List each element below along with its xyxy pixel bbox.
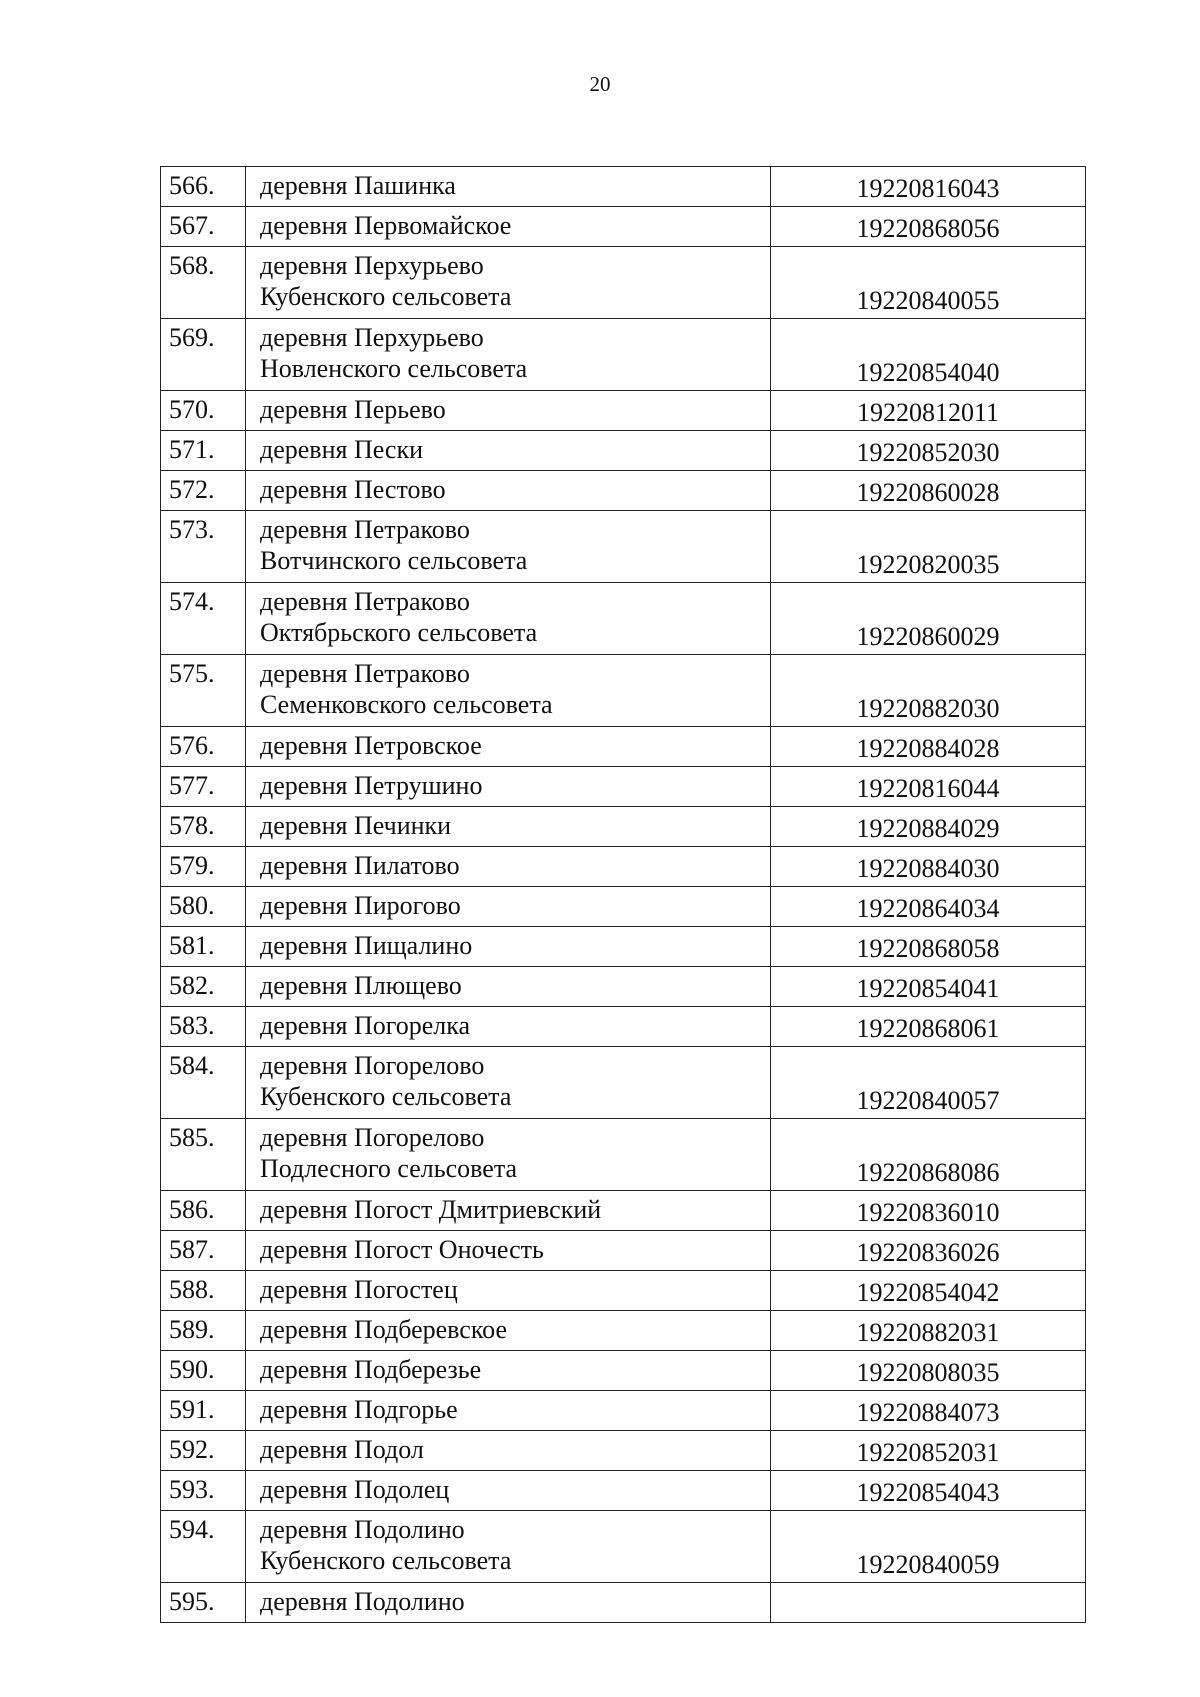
table-row (161, 319, 1086, 391)
oktmo-code: 19220852030 (771, 431, 1086, 471)
settlement-name-line: деревня Пестово (260, 475, 446, 504)
oktmo-code: 19220860028 (771, 471, 1086, 511)
oktmo-code: 19220812011 (771, 391, 1086, 431)
table-row (161, 1583, 1086, 1623)
settlement-name (246, 1007, 771, 1047)
oktmo-code: 19220860029 (771, 583, 1086, 655)
settlement-name-line: деревня Погост Дмитриевский (260, 1195, 602, 1224)
table-row (161, 1431, 1086, 1471)
table-row (161, 847, 1086, 887)
table-row (161, 655, 1086, 727)
table-row (161, 1391, 1086, 1431)
oktmo-code: 19220836010 (771, 1191, 1086, 1231)
row-number: 572. (161, 471, 246, 511)
oktmo-code: 19220840057 (771, 1047, 1086, 1119)
settlement-name (246, 727, 771, 767)
page-number: 20 (589, 72, 611, 96)
table-row (161, 247, 1086, 319)
settlement-name-line: Кубенского сельсовета (260, 1546, 512, 1575)
row-number: 568. (161, 247, 246, 319)
table-row (161, 1511, 1086, 1583)
settlement-name-line: деревня Подберезье (260, 1355, 482, 1384)
settlement-name-line: деревня Пилатово (260, 851, 460, 880)
settlement-name-line: деревня Подолец (260, 1475, 450, 1504)
row-number: 573. (161, 511, 246, 583)
row-number: 580. (161, 887, 246, 927)
table-row (161, 1191, 1086, 1231)
row-number: 571. (161, 431, 246, 471)
settlement-name (246, 1119, 771, 1191)
row-number: 584. (161, 1047, 246, 1119)
oktmo-code: 19220882031 (771, 1311, 1086, 1351)
settlement-name (246, 1511, 771, 1583)
row-number: 586. (161, 1191, 246, 1231)
oktmo-code (771, 1583, 1086, 1623)
settlement-name (246, 767, 771, 807)
row-number: 574. (161, 583, 246, 655)
settlement-name-line: деревня Перьево (260, 395, 446, 424)
row-number: 575. (161, 655, 246, 727)
table-row (161, 767, 1086, 807)
settlement-name-line: Кубенского сельсовета (260, 1082, 512, 1111)
table-row (161, 207, 1086, 247)
settlement-name (246, 1391, 771, 1431)
table-row (161, 727, 1086, 767)
oktmo-code: 19220868058 (771, 927, 1086, 967)
row-number: 591. (161, 1391, 246, 1431)
settlement-name-line: деревня Печинки (260, 811, 452, 840)
settlement-name (246, 927, 771, 967)
row-number: 578. (161, 807, 246, 847)
table-row (161, 583, 1086, 655)
row-number: 567. (161, 207, 246, 247)
oktmo-code: 19220820035 (771, 511, 1086, 583)
settlement-name-line: деревня Петраково (260, 659, 470, 688)
table-row (161, 1007, 1086, 1047)
settlement-name-line: Октябрьского сельсовета (260, 618, 538, 647)
oktmo-code: 19220868086 (771, 1119, 1086, 1191)
settlement-name (246, 1471, 771, 1511)
settlement-name (246, 511, 771, 583)
table-row (161, 167, 1086, 207)
row-number: 566. (161, 167, 246, 207)
settlement-name-line: деревня Первомайское (260, 211, 512, 240)
table-row (161, 471, 1086, 511)
oktmo-code: 19220884073 (771, 1391, 1086, 1431)
table-row (161, 431, 1086, 471)
row-number: 592. (161, 1431, 246, 1471)
settlement-name (246, 583, 771, 655)
settlement-name-line: деревня Пищалино (260, 931, 473, 960)
oktmo-code: 19220854040 (771, 319, 1086, 391)
settlement-name (246, 1351, 771, 1391)
settlement-name-line: деревня Погост Оночесть (260, 1235, 544, 1264)
table-row (161, 511, 1086, 583)
oktmo-code: 19220868056 (771, 207, 1086, 247)
settlement-name-line: деревня Пашинка (260, 171, 456, 200)
settlement-name-line: деревня Подол (260, 1435, 424, 1464)
oktmo-code: 19220884029 (771, 807, 1086, 847)
settlement-name-line: деревня Погорелка (260, 1011, 471, 1040)
settlement-name-line: Новленского сельсовета (260, 354, 528, 383)
settlement-name-line: деревня Петровское (260, 731, 482, 760)
settlement-name (246, 471, 771, 511)
row-number: 569. (161, 319, 246, 391)
row-number: 570. (161, 391, 246, 431)
oktmo-code: 19220808035 (771, 1351, 1086, 1391)
settlement-name-line: деревня Подолино (260, 1515, 465, 1544)
row-number: 577. (161, 767, 246, 807)
oktmo-code: 19220854042 (771, 1271, 1086, 1311)
table-row (161, 1471, 1086, 1511)
oktmo-code: 19220882030 (771, 655, 1086, 727)
settlement-name-line: деревня Перхурьево (260, 251, 484, 280)
oktmo-code: 19220816044 (771, 767, 1086, 807)
table-row (161, 1271, 1086, 1311)
row-number: 593. (161, 1471, 246, 1511)
settlement-name (246, 247, 771, 319)
settlement-name (246, 1231, 771, 1271)
oktmo-code: 19220840059 (771, 1511, 1086, 1583)
settlement-name-line: деревня Перхурьево (260, 323, 484, 352)
oktmo-code: 19220816043 (771, 167, 1086, 207)
oktmo-code: 19220884030 (771, 847, 1086, 887)
settlement-name (246, 1047, 771, 1119)
oktmo-code: 19220884028 (771, 727, 1086, 767)
settlement-name-line: Вотчинского сельсовета (260, 546, 528, 575)
oktmo-code: 19220854041 (771, 967, 1086, 1007)
table-row (161, 1047, 1086, 1119)
settlement-name (246, 1271, 771, 1311)
settlements-table (160, 166, 1086, 1623)
oktmo-code: 19220864034 (771, 887, 1086, 927)
row-number: 595. (161, 1583, 246, 1623)
settlement-name (246, 391, 771, 431)
table-row (161, 807, 1086, 847)
settlement-name-line: Кубенского сельсовета (260, 282, 512, 311)
oktmo-code: 19220836026 (771, 1231, 1086, 1271)
row-number: 579. (161, 847, 246, 887)
row-number: 582. (161, 967, 246, 1007)
row-number: 590. (161, 1351, 246, 1391)
settlement-name-line: деревня Петраково (260, 587, 470, 616)
settlement-name-line: Подлесного сельсовета (260, 1154, 518, 1183)
oktmo-code: 19220868061 (771, 1007, 1086, 1047)
table-row (161, 927, 1086, 967)
settlement-name-line: деревня Подгорье (260, 1395, 458, 1424)
settlement-name-line: деревня Подолино (260, 1587, 465, 1616)
row-number: 581. (161, 927, 246, 967)
settlement-name-line: деревня Погорелово (260, 1123, 485, 1152)
row-number: 576. (161, 727, 246, 767)
settlement-name-line: Семенковского сельсовета (260, 690, 553, 719)
table-row (161, 1311, 1086, 1351)
table-row (161, 967, 1086, 1007)
table-row (161, 1351, 1086, 1391)
table-row (161, 1119, 1086, 1191)
row-number: 587. (161, 1231, 246, 1271)
table-row (161, 1231, 1086, 1271)
settlements-table-body (161, 167, 1086, 1623)
row-number: 585. (161, 1119, 246, 1191)
settlement-name-line: деревня Пирогово (260, 891, 461, 920)
oktmo-code: 19220854043 (771, 1471, 1086, 1511)
settlement-name-line: деревня Петраково (260, 515, 470, 544)
oktmo-code: 19220852031 (771, 1431, 1086, 1471)
settlement-name (246, 1311, 771, 1351)
table-row (161, 391, 1086, 431)
settlement-name-line: деревня Подберевское (260, 1315, 508, 1344)
row-number: 583. (161, 1007, 246, 1047)
settlement-name (246, 1583, 771, 1623)
settlement-name (246, 167, 771, 207)
row-number: 589. (161, 1311, 246, 1351)
settlement-name-line: деревня Погостец (260, 1275, 458, 1304)
settlement-name (246, 655, 771, 727)
settlement-name-line: деревня Погорелово (260, 1051, 485, 1080)
row-number: 594. (161, 1511, 246, 1583)
settlement-name (246, 207, 771, 247)
settlement-name (246, 967, 771, 1007)
settlement-name-line: деревня Петрушино (260, 771, 483, 800)
row-number: 588. (161, 1271, 246, 1311)
table-row (161, 887, 1086, 927)
settlement-name-line: деревня Плющево (260, 971, 462, 1000)
settlement-name (246, 1431, 771, 1471)
settlement-name (246, 1191, 771, 1231)
settlement-name (246, 887, 771, 927)
settlement-name-line: деревня Пески (260, 435, 424, 464)
settlement-name (246, 807, 771, 847)
settlement-name (246, 319, 771, 391)
oktmo-code: 19220840055 (771, 247, 1086, 319)
settlement-name (246, 431, 771, 471)
settlement-name (246, 847, 771, 887)
